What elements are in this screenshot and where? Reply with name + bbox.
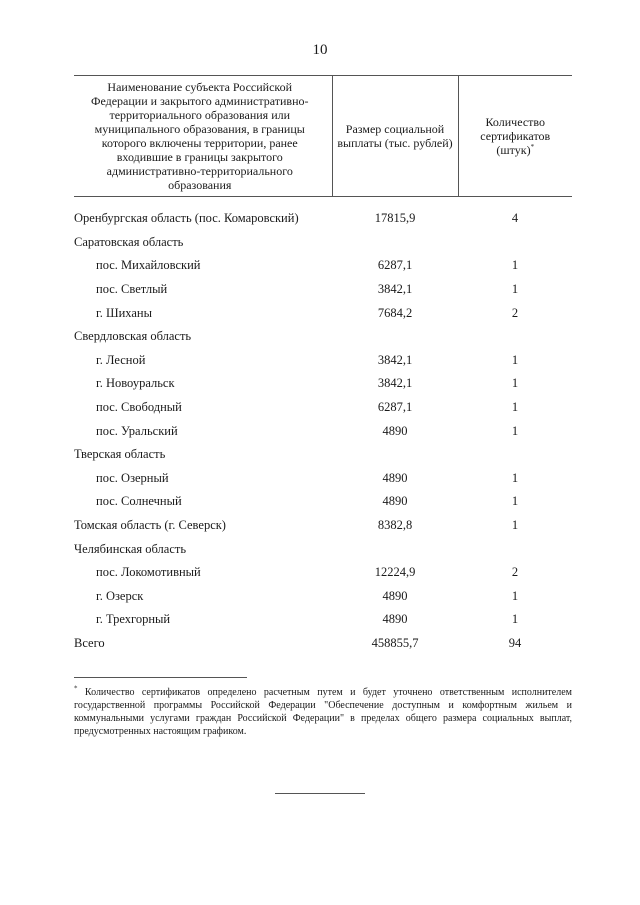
- header-count-footnote-mark: *: [530, 143, 535, 151]
- row-amount: 4890: [382, 494, 408, 509]
- row-count: 1: [511, 470, 519, 485]
- row-count: 1: [511, 518, 519, 533]
- footnote-divider: [74, 677, 247, 678]
- table-row: [74, 632, 572, 656]
- table-row: [74, 443, 572, 467]
- row-amount: 4890: [382, 470, 408, 485]
- row-name: Тверская область: [74, 447, 166, 462]
- table-row: [74, 514, 572, 538]
- row-amount: 3842,1: [377, 282, 413, 297]
- table-body: [74, 197, 572, 656]
- row-amount: 7684,2: [377, 305, 413, 320]
- row-count: [458, 443, 572, 467]
- row-name: г. Шиханы: [96, 305, 152, 320]
- end-divider: [275, 793, 365, 794]
- row-count: 1: [511, 494, 519, 509]
- row-count: 1: [511, 282, 519, 297]
- page-number: 10: [312, 42, 328, 58]
- table-row: [74, 467, 572, 491]
- row-count: 1: [511, 400, 519, 415]
- footnote-text: Количество сертификатов определено расчетным путем и будет уточнено ответственным исполнителем государственной программы Российской Федерации "Обеспечение доступным и комфортным жильем и коммунальными услугами граждан Российской Федерации" в пределах общего размера социальных выплат, предусмотренных настоящим графиком.: [74, 687, 572, 737]
- row-count: 4: [511, 211, 519, 226]
- table-row: [74, 372, 572, 396]
- row-name: Челябинская область: [74, 541, 187, 556]
- table-row: [74, 608, 572, 632]
- row-amount: 4890: [382, 423, 408, 438]
- row-amount: [332, 231, 458, 255]
- allocation-table-container: [74, 75, 572, 655]
- row-count: 1: [511, 612, 519, 627]
- table-row: [74, 349, 572, 373]
- header-subject: Наименование субъекта Российской Федерации и закрытого административно-территориального образования или муниципального образования, в границы которого включены территории, ранее входившие в границы закрытого административно-территориального образования: [74, 76, 332, 197]
- row-name: Оренбургская область (пос. Комаровский): [74, 211, 299, 226]
- row-count: 1: [511, 588, 519, 603]
- table-header: [74, 76, 572, 197]
- table-row: [74, 537, 572, 561]
- row-amount: 6287,1: [377, 258, 413, 273]
- row-name: пос. Свободный: [96, 400, 182, 415]
- row-amount: 458855,7: [371, 635, 419, 650]
- row-name: пос. Солнечный: [96, 494, 182, 509]
- table-row: [74, 561, 572, 585]
- table-row: [74, 231, 572, 255]
- row-amount: 8382,8: [377, 518, 413, 533]
- row-count: 1: [511, 352, 519, 367]
- allocation-table: [74, 75, 572, 655]
- header-count-label: Количество сертификатов (штук): [480, 115, 551, 157]
- row-amount: [332, 443, 458, 467]
- header-amount: Размер социальной выплаты (тыс. рублей): [332, 76, 458, 197]
- row-count: [458, 537, 572, 561]
- table-row: [74, 325, 572, 349]
- row-count: 2: [511, 305, 519, 320]
- row-count: [458, 325, 572, 349]
- row-name: г. Трехгорный: [96, 612, 171, 627]
- row-count: 1: [511, 258, 519, 273]
- row-name: пос. Локомотивный: [96, 565, 201, 580]
- row-count: 1: [511, 423, 519, 438]
- header-row: [74, 76, 572, 197]
- row-name: Саратовская область: [74, 234, 184, 249]
- table-row: [74, 207, 572, 231]
- row-amount: 6287,1: [377, 400, 413, 415]
- table-spacer: [74, 197, 572, 208]
- row-amount: [332, 537, 458, 561]
- row-name: г. Лесной: [96, 352, 146, 367]
- row-count: 94: [508, 635, 522, 650]
- row-name: пос. Уральский: [96, 423, 178, 438]
- row-name: Всего: [74, 635, 105, 650]
- table-row: [74, 585, 572, 609]
- table-row: [74, 254, 572, 278]
- row-amount: [332, 325, 458, 349]
- table-row: [74, 490, 572, 514]
- row-name: пос. Озерный: [96, 470, 169, 485]
- row-name: г. Озерск: [96, 588, 144, 603]
- row-amount: 4890: [382, 588, 408, 603]
- row-name: пос. Светлый: [96, 282, 168, 297]
- footnote: [74, 686, 572, 738]
- row-amount: 4890: [382, 612, 408, 627]
- table-row: [74, 301, 572, 325]
- header-count: [458, 76, 572, 197]
- row-amount: 17815,9: [374, 211, 416, 226]
- row-name: Томская область (г. Северск): [74, 518, 226, 533]
- footnote-mark: *: [74, 684, 78, 693]
- row-count: 2: [511, 565, 519, 580]
- row-name: пос. Михайловский: [96, 258, 201, 273]
- row-name: Свердловская область: [74, 329, 192, 344]
- table-row: [74, 396, 572, 420]
- row-name: г. Новоуральск: [96, 376, 175, 391]
- row-amount: 3842,1: [377, 352, 413, 367]
- table-row: [74, 419, 572, 443]
- table-row: [74, 278, 572, 302]
- row-amount: 12224,9: [374, 565, 416, 580]
- row-amount: 3842,1: [377, 376, 413, 391]
- row-count: [458, 231, 572, 255]
- row-count: 1: [511, 376, 519, 391]
